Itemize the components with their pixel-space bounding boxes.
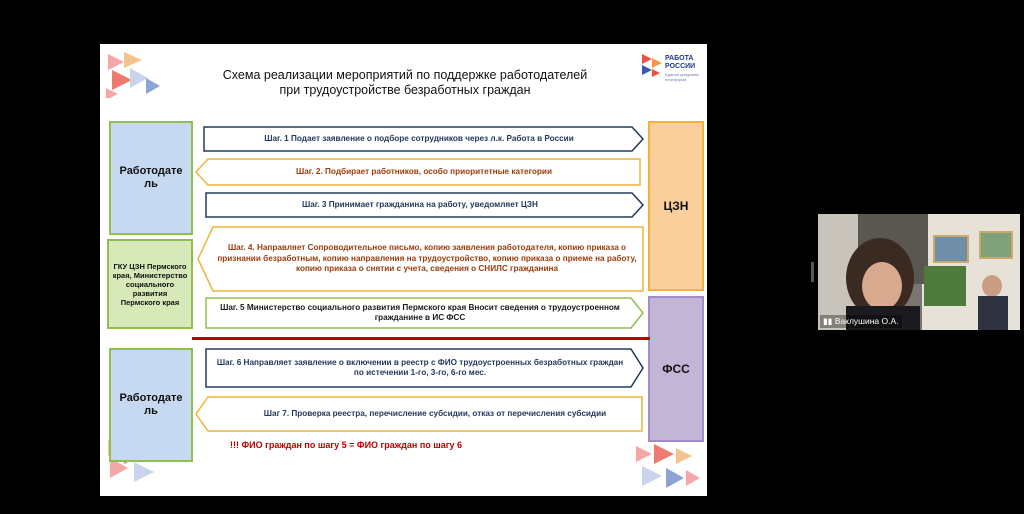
- slide-title: [190, 68, 620, 98]
- important-note: !!! ФИО граждан по шагу 5 = ФИО граждан по шагу 6: [230, 440, 463, 450]
- step-4-arrow: [197, 226, 644, 292]
- decorative-triangles-bottom-right: [632, 440, 704, 494]
- step-5-text: Шаг. 5 Министерство социального развития Пермского края Вносит сведения о трудоустроенном гражданине в ИС ФСС: [220, 302, 620, 322]
- employer-box-bottom: Работодате ль: [109, 348, 193, 462]
- rabota-rossii-logo: [640, 52, 704, 80]
- decorative-triangles-top-left: [104, 48, 164, 98]
- gku-czn-box: ГКУ ЦЗН Пермского края, Министерство социального развития Пермского края: [107, 239, 193, 329]
- participant-name-text: Ваклушина О.А.: [834, 316, 899, 326]
- employer-box-top: Работодате ль: [109, 121, 193, 235]
- presentation-slide: [100, 44, 707, 496]
- step-6-text: Шаг. 6 Направляет заявление о включении в реестр с ФИО трудоустроенных безработных граждан по истечении 1-го, 3-го, 6-го мес.: [216, 357, 624, 377]
- step-7-text: Шаг 7. Проверка реестра, перечисление субсидии, отказ от перечисления субсидии: [263, 408, 607, 418]
- step-2-arrow: [195, 158, 641, 186]
- panel-resize-handle[interactable]: [811, 262, 814, 282]
- separator-line: [192, 337, 650, 340]
- logo-mark-icon: [640, 52, 664, 78]
- step-6-arrow: [205, 348, 645, 388]
- czn-box: ЦЗН: [648, 121, 704, 291]
- step-5-arrow: [205, 297, 645, 329]
- step-1-text: Шаг. 1 Подает заявление о подборе сотрудников через л.к. Работа в России: [264, 133, 574, 143]
- slide-title-line-1: Схема реализации мероприятий по поддержке работодателей: [222, 68, 588, 82]
- slide-title-line-2: при трудоустройстве безработных граждан: [279, 83, 531, 97]
- signal-bars-icon: ▮▮: [823, 316, 833, 326]
- participant-name: [820, 315, 902, 328]
- logo-text-line-2: РОССИИ: [665, 63, 696, 70]
- step-7-arrow: [195, 396, 643, 432]
- logo-text-line-3: Единая цифровая платформа: [665, 72, 699, 82]
- step-3-text: Шаг. 3 Принимает гражданина на работу, уведомляет ЦЗН: [302, 199, 538, 209]
- participant-video-tile[interactable]: [818, 214, 1020, 330]
- step-2-text: Шаг. 2. Подбирает работников, особо приоритетные категории: [296, 166, 552, 176]
- fss-box: ФСС: [648, 296, 704, 442]
- step-3-arrow: [205, 192, 645, 218]
- step-1-arrow: [203, 126, 645, 152]
- logo-text-line-1: РАБОТА: [665, 55, 694, 62]
- step-4-text: Шаг. 4. Направляет Сопроводительное письмо, копию заявления работодателя, копию приказа о признании безработным, копию направления на трудоустройство, копию приказа о приеме на работу, копию приказа о снятии с учета, сведения о СНИЛС гражданина: [217, 243, 637, 274]
- video-feed-image: [818, 214, 1020, 330]
